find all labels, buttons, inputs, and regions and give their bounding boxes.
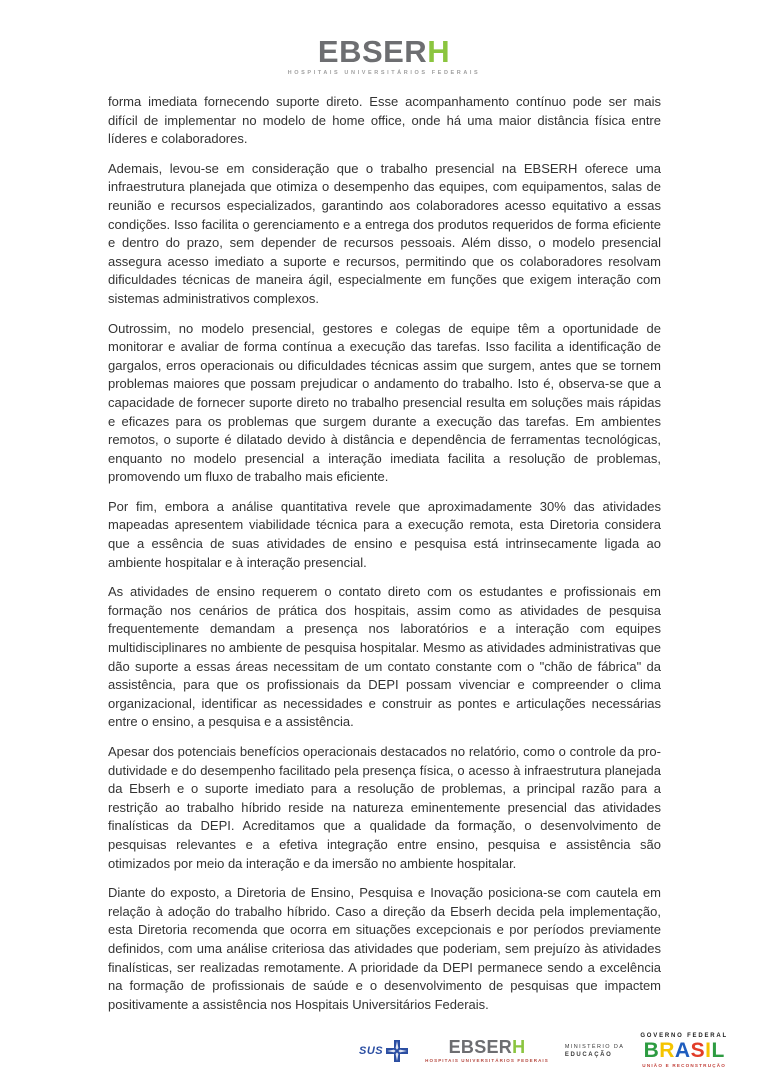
- ebserh-logo-subtitle: HOSPITAIS UNIVERSITÁRIOS FEDERAIS: [287, 70, 481, 76]
- brasil-wordmark: [640, 1040, 728, 1061]
- brasil-letter: B: [643, 1039, 660, 1062]
- ministerio-line2: EDUCAÇÃO: [564, 1051, 613, 1058]
- paragraphs-container: [108, 93, 661, 1014]
- paragraph: Apesar dos potenciais benefícios operacionais destacados no relatório, como o controle da produtividade e do desempenho facilitado pela presença física, o acesso à infraestrutura planejada da Ebserh e o suporte imediato para a resolução de problemas, a principal razão para a restrição ao trabalho híbrido reside na natureza eminentemente presencial das atividades finalísticas da DEPI. Acreditamos que a qualidade da formação, o desenvolvimento de pesquisas relevantes e a efetiva integração entre ensino, pesquisa e assistência são otimizados por meio da interação e da imersão no ambiente hospitalar.: [108, 744, 661, 871]
- ebserh-wordmark-main: EBSER: [317, 34, 428, 69]
- uniao-reconstrucao-label: UNIÃO E RECONSTRUÇÃO: [642, 1063, 727, 1068]
- document-body: [0, 93, 768, 1014]
- footer: [359, 1033, 728, 1068]
- sus-logo-label: SUS: [359, 1044, 384, 1057]
- paragraph: Por fim, embora a análise quantitativa revele que aproximadamente 30% das atividades mapeadas apresentem viabilidade técnica para a execução remota, esta Diretoria considera que a essência de suas atividades de ensino e pesquisa está intrinsecamente ligada ao ambiente hospitalar e à interação presencial.: [108, 498, 661, 570]
- paragraph: Diante do exposto, a Diretoria de Ensino, Pesquisa e Inovação posiciona-se com cautela em relação à adoção do trabalho híbrido. Caso a direção da Ebserh decida pela implementação, esta Diretoria recomenda que ocorra em situações excepcionais e por períodos previamente definidos, com uma análise criteriosa das atividades que poderiam, sem prejuízo às atividades finalísticas, ser realizadas remotamente. A prioridade da DEPI permanece sendo a excelência na formação de profissionais de saúde e o desenvolvimento de pesquisas que impactem positivamente a assistência nos Hospitais Universitários Federais.: [108, 885, 661, 1012]
- ebserh-wordmark-accent: H: [427, 34, 451, 69]
- footer-ebserh-wordmark: [425, 1038, 549, 1056]
- governo-federal-logo: [640, 1033, 728, 1068]
- ministerio-line1: MINISTÉRIO DA: [564, 1043, 625, 1050]
- footer-ebserh-main: EBSER: [448, 1037, 513, 1057]
- brasil-letter: I: [705, 1039, 712, 1062]
- brasil-letter: R: [659, 1039, 675, 1062]
- sus-cross-icon: [385, 1039, 409, 1063]
- brasil-letter: L: [711, 1039, 725, 1062]
- paragraph: Outrossim, no modelo presencial, gestores e colegas de equipe têm a oportunidade de monitorar e avaliar de forma contínua a execução das tarefas. Isso facilita a identificação de gargalos, erros operacionais ou dificuldades técnicas assim que surgem, antes que se tornem problemas maiores que possam prejudicar o andamento do trabalho. Isto é, observa-se que a capacidade de fornecer suporte direto no trabalho presencial resulta em soluções mais rápidas e eficazes para os problemas que surgem durante a execução das tarefas. Em ambientes remotos, o suporte é dilatado devido à distância e dependência de ferramentas tecnológicas, enquanto no modelo presencial a interação imediata facilita a resolução de problemas, promovendo um fluxo de trabalho mais eficiente.: [108, 320, 661, 485]
- ministerio-educacao-logo: [565, 1044, 624, 1058]
- paragraph: Ademais, levou-se em consideração que o trabalho presencial na EBSERH oferece uma infraestrutura planejada que otimiza o desempenho das equipes, com equipamentos, salas de reunião e recursos especializados, garantindo aos colaboradores acesso equitativo a essas condições. Isso facilita o gerenciamento e a entrega dos produtos requeridos de forma eficiente e dentro do prazo, sem depender de recursos pessoais. Além disso, o modelo presencial assegura acesso imediato a suporte e recursos, permitindo que os colaboradores resolvam dificuldades técnicas de maneira ágil, especialmente em funções que exigem interação com sistemas administrativos complexos.: [108, 160, 661, 306]
- governo-federal-label: GOVERNO FEDERAL: [640, 1033, 728, 1039]
- footer-ebserh-subtitle: HOSPITAIS UNIVERSITÁRIOS FEDERAIS: [425, 1058, 549, 1063]
- paragraph: forma imediata fornecendo suporte direto. Esse acompanhamento contínuo pode ser mais difícil de implementar no modelo de home office, onde há uma maior distância física entre líderes e colaboradores.: [108, 94, 661, 147]
- paragraph: As atividades de ensino requerem o contato direto com os estudantes e profissionais em formação nos cenários de prática dos hospitais, assim como as atividades de pesquisa frequentemente demandam a presença nos laboratórios e a interação com equipes multidisciplinares no ambiente de pesquisa hospitalar. Mesmo as atividades administrativas que dão suporte a essas áreas necessitam de um contato constante com o "chão de fábrica" da assistência, para que os profissionais da DEPI possam vivenciar e compreender o clima organizacional, identificar as necessidades e construir as pontes e articulações necessárias entre o ensino, a pesquisa e a assistência.: [108, 584, 661, 730]
- ebserh-wordmark: [0, 36, 768, 67]
- header: [0, 0, 768, 76]
- footer-ebserh-accent: H: [512, 1037, 526, 1057]
- brasil-letter: S: [690, 1039, 706, 1062]
- footer-ebserh-logo: [425, 1038, 549, 1063]
- brasil-letter: A: [674, 1039, 691, 1062]
- ebserh-logo: [0, 36, 768, 76]
- sus-logo: [359, 1039, 409, 1063]
